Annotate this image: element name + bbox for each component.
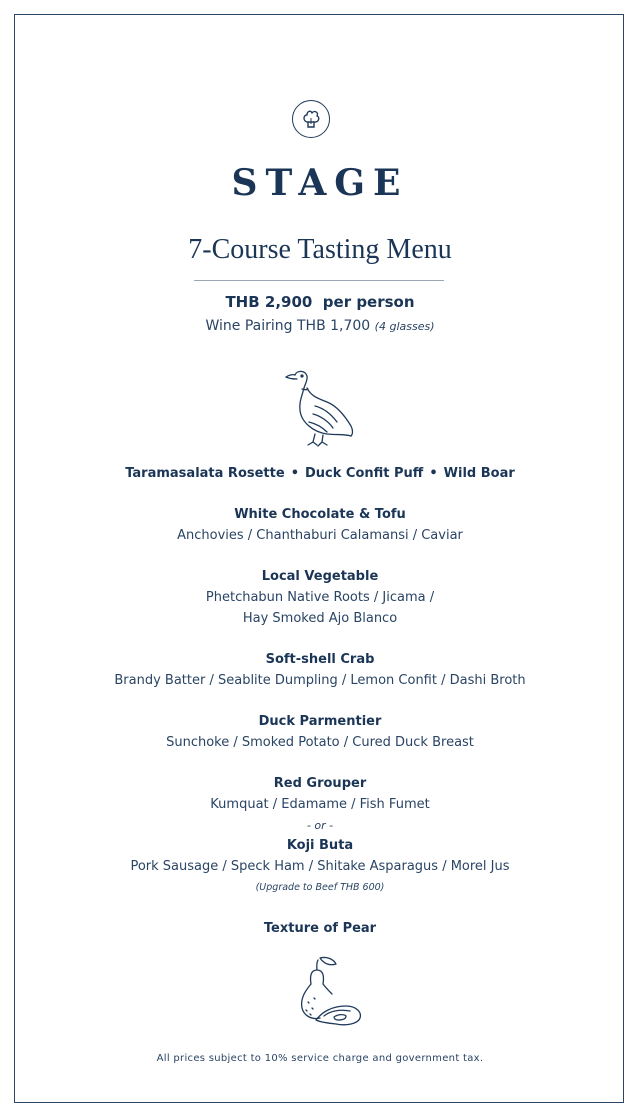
wine-pairing-text: Wine Pairing THB 1,700 bbox=[205, 318, 371, 334]
menu-title: 7-Course Tasting Menu bbox=[188, 234, 452, 265]
course-3-name: Local Vegetable bbox=[261, 569, 379, 584]
brand-name: STAGE bbox=[231, 162, 409, 204]
chef-hat-icon bbox=[292, 100, 330, 138]
course-6-alt-name: Koji Buta bbox=[286, 838, 354, 853]
canapes-line bbox=[0, 466, 640, 481]
course-5-desc: Sunchoke / Smoked Potato / Cured Duck Breast bbox=[166, 735, 474, 750]
canape-item: Duck Confit Puff bbox=[305, 466, 424, 481]
footer-note: All prices subject to 10% service charge and government tax. bbox=[156, 1053, 484, 1064]
bullet-separator: • bbox=[429, 466, 438, 481]
course-6-alt-desc: Pork Sausage / Speck Ham / Shitake Asparagus / Morel Jus bbox=[130, 859, 510, 874]
course-3-desc-1: Phetchabun Native Roots / Jicama / bbox=[205, 590, 435, 605]
course-6-or: - or - bbox=[306, 819, 334, 832]
course-6-name: Red Grouper bbox=[273, 776, 367, 791]
duck-illustration bbox=[283, 368, 357, 448]
course-2-desc: Anchovies / Chanthaburi Calamansi / Caviar bbox=[177, 528, 463, 543]
course-6-desc: Kumquat / Edamame / Fish Fumet bbox=[210, 797, 430, 812]
title-divider bbox=[194, 280, 444, 281]
bullet-separator: • bbox=[290, 466, 299, 481]
price-per-person bbox=[0, 293, 640, 311]
pear-illustration bbox=[296, 954, 366, 1026]
course-3-desc-2: Hay Smoked Ajo Blanco bbox=[242, 611, 398, 626]
course-7-name: Texture of Pear bbox=[263, 921, 377, 936]
course-4-desc: Brandy Batter / Seablite Dumpling / Lemon Confit / Dashi Broth bbox=[114, 673, 526, 688]
wine-pairing bbox=[0, 318, 640, 334]
course-4-name: Soft-shell Crab bbox=[265, 652, 375, 667]
canape-item: Wild Boar bbox=[443, 466, 515, 481]
course-2-name: White Chocolate & Tofu bbox=[234, 507, 406, 522]
price-text: THB 2,900 per person bbox=[225, 293, 415, 311]
wine-pairing-note: (4 glasses) bbox=[374, 320, 435, 333]
canape-item: Taramasalata Rosette bbox=[125, 466, 285, 481]
course-6-upgrade-note: (Upgrade to Beef THB 600) bbox=[255, 882, 385, 893]
course-5-name: Duck Parmentier bbox=[258, 714, 382, 729]
